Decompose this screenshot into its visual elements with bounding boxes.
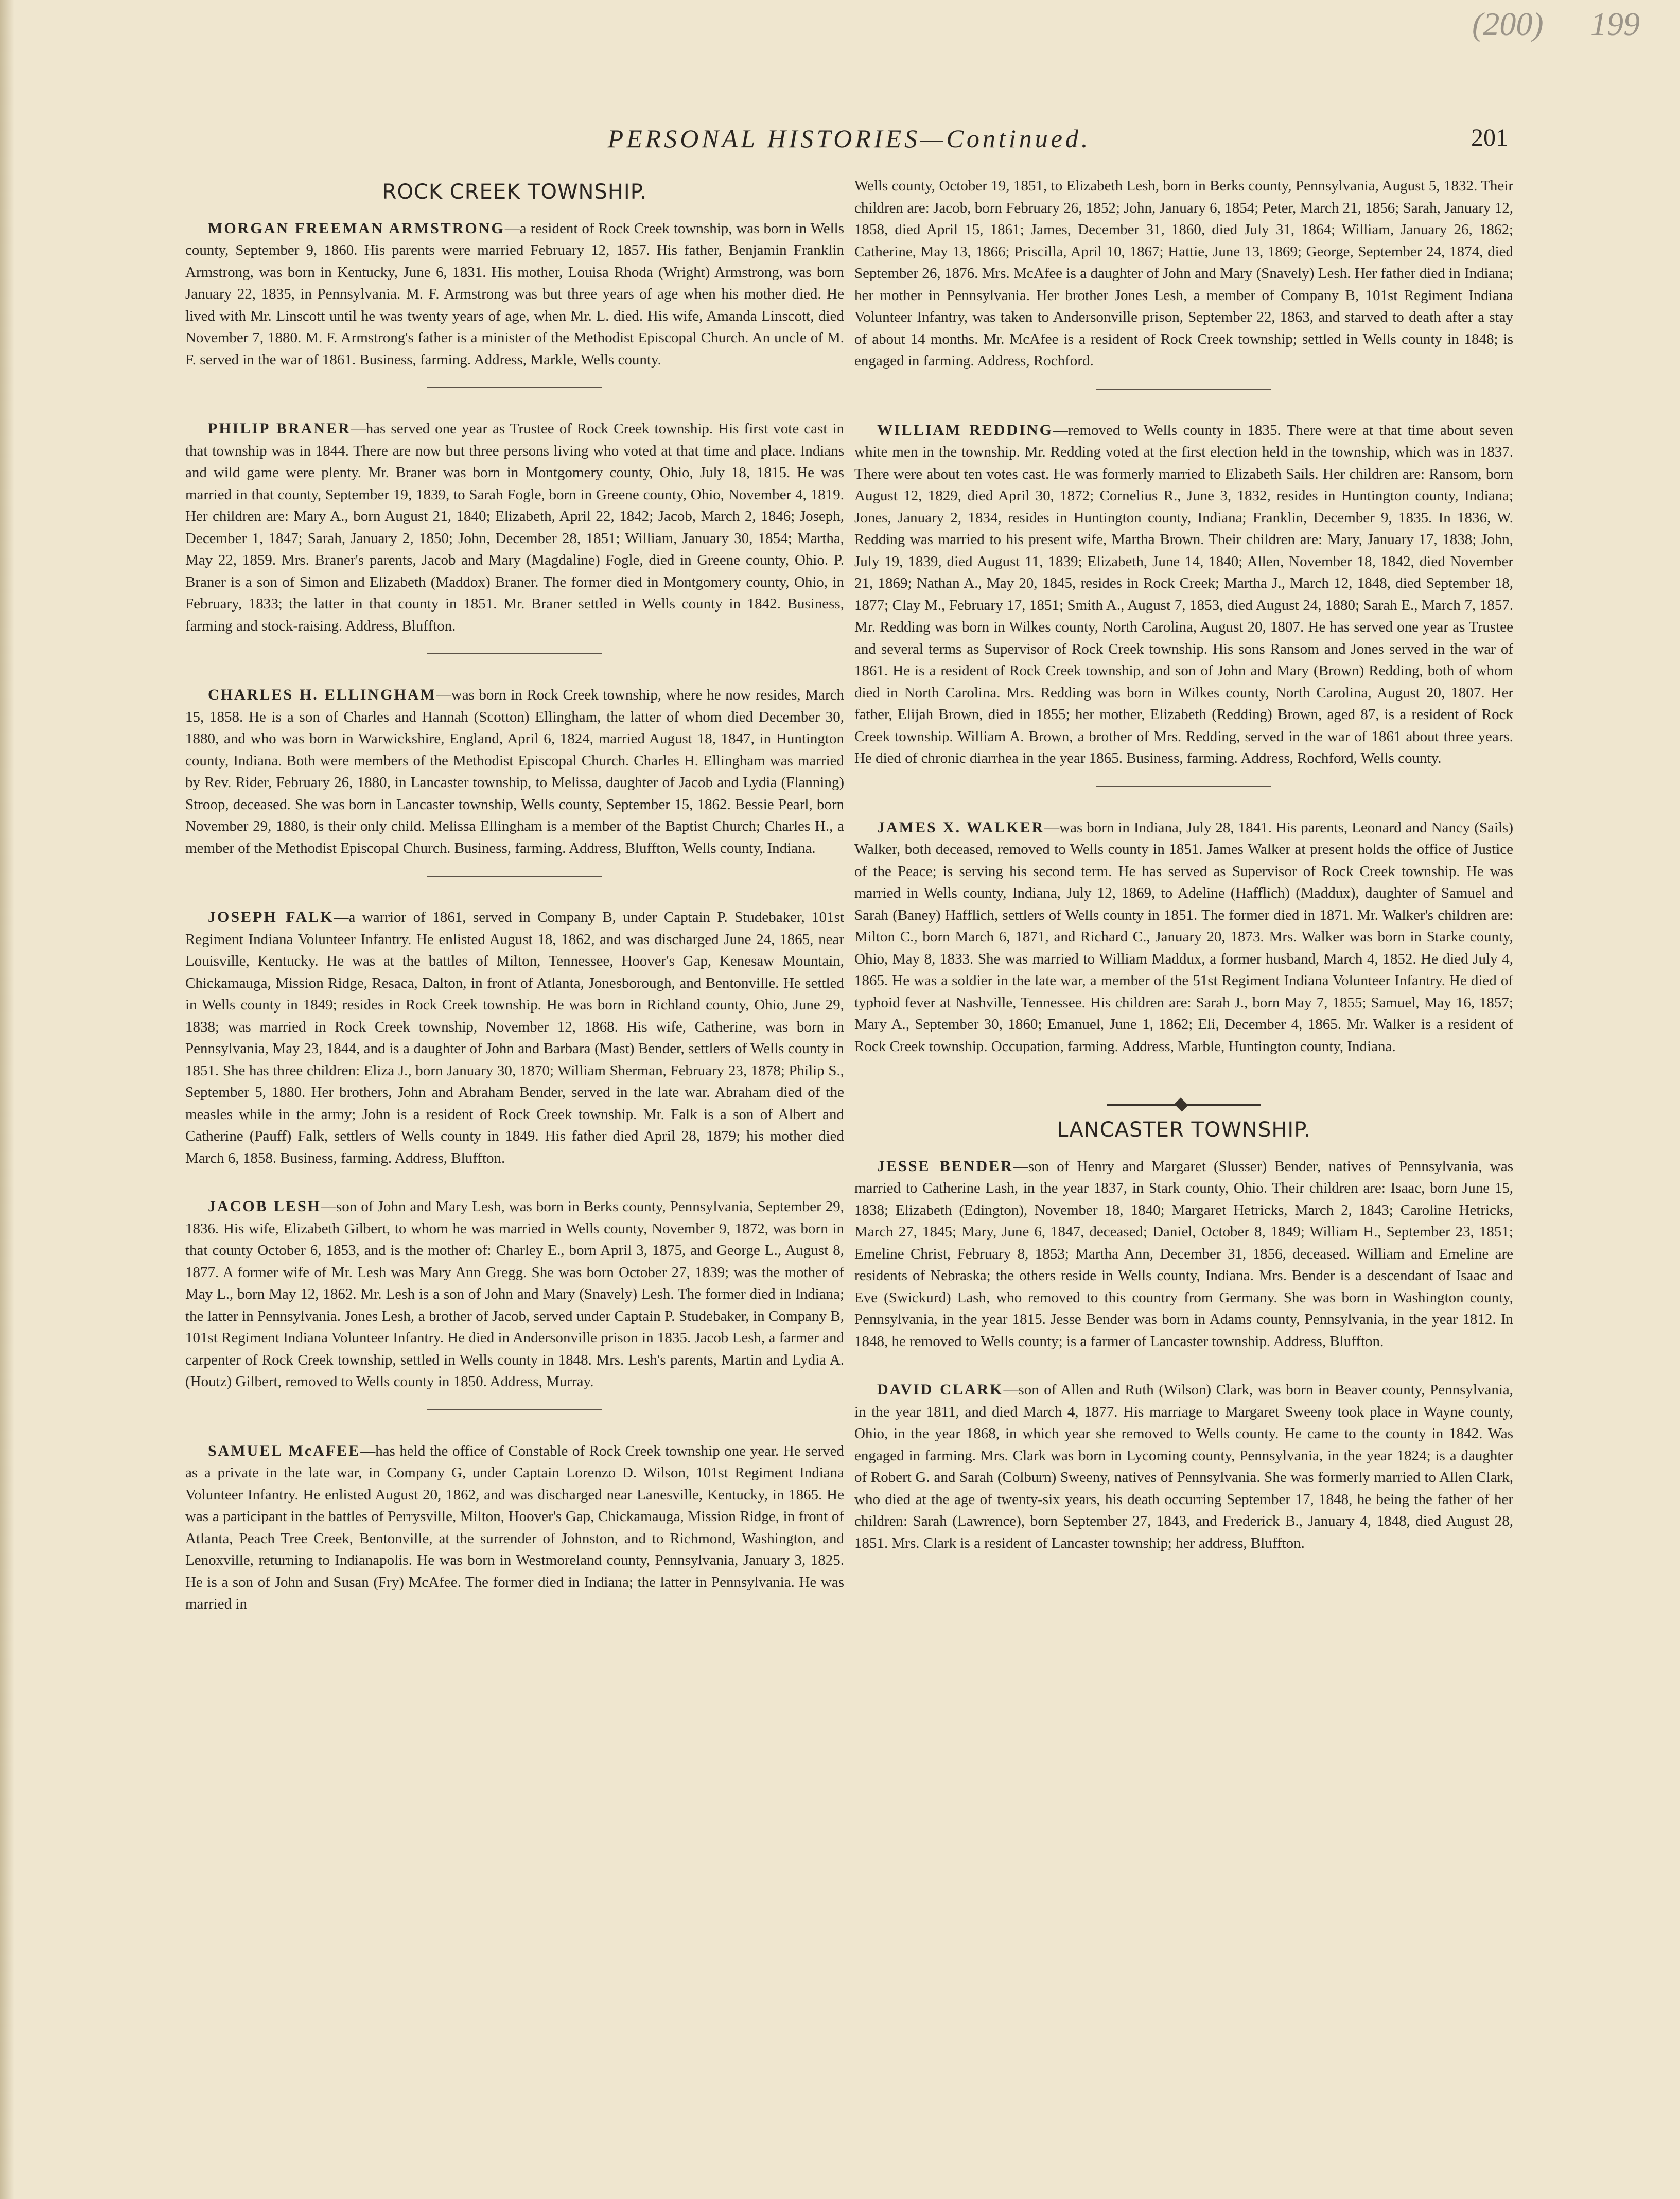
biography-name: JACOB LESH: [208, 1198, 322, 1215]
spacer: [185, 1169, 844, 1196]
biography-text: Wells county, October 19, 1851, to Elizabeth Lesh, born in Berks county, Pennsylvania, August 5, 1832. Their children are: Jacob, born February 26, 1852; John, January 6, 1854; Peter, March 21, 1856; Sarah, January 12, 1858, died April 15, 1861; James, December 31, 1860, died July 31, 1864; William, January 26, 1862; Catherine, May 13, 1866; Priscilla, April 10, 1867; Hattie, June 13, 1869; George, September 24, 1874, died September 26, 1876. Mrs. McAfee is a daughter of John and Mary (Snavely) Lesh. Her father died in Indiana; her mother in Pennsylvania. Her brother Jones Lesh, a member of Company B, 101st Regiment Indiana Volunteer Infantry, was taken to Andersonville prison, September 22, 1863, and starved to death after a stay of about 14 months. Mr. McAfee is a resident of Rock Creek township; settled in Wells county in 1848; is engaged in farming. Address, Rochford.: [854, 178, 1513, 369]
right-column: [854, 175, 1513, 1554]
section-heading-rock-creek: ROCK CREEK TOWNSHIP.: [382, 180, 647, 204]
section-heading-lancaster: LANCASTER TOWNSHIP.: [1057, 1118, 1311, 1142]
biography-entry: [185, 1196, 844, 1393]
biography-text: —son of Henry and Margaret (Slusser) Bender, natives of Pennsylvania, was married to Catherine Lash, in the year 1837, in Stark county, Ohio. Their children are: Isaac, born June 15, 1838; Elizabeth (Edington), November 18, 1840; Margaret Hetricks, March 2, 1843; Caroline Hetricks, March 27, 1845; Mary, June 6, 1847, deceased; Daniel, October 8, 1849; William H., September 23, 1851; Emeline Christ, February 8, 1853; Martha Ann, December 31, 1856, deceased. William and Emeline are residents of Nebraska; the others reside in Wells county, Indiana. Mrs. Bender is a descendant of Isaac and Eve (Swickurd) Lash, who removed to this country from Germany. She was born in Washington county, Pennsylvania, in the year 1815. Jesse Bender was born in Adams county, Pennsylvania, in the year 1812. In 1848, he removed to Wells county; is a farmer of Lancaster township. Address, Bluffton.: [854, 1158, 1513, 1350]
biography-name: DAVID CLARK: [877, 1381, 1004, 1398]
biography-entry: [185, 1440, 844, 1615]
biography-continuation: [854, 175, 1513, 372]
biography-name: PHILIP BRANER: [208, 420, 351, 437]
left-column: [185, 175, 844, 1615]
divider-rule: [427, 387, 602, 388]
biography-entry: [854, 420, 1513, 770]
page-number: 201: [1471, 124, 1508, 151]
biography-name: MORGAN FREEMAN ARMSTRONG: [208, 219, 505, 237]
handwritten-annotation: 199: [1590, 6, 1640, 42]
running-title: PERSONAL HISTORIES—Continued.: [607, 124, 1091, 153]
biography-entry: [854, 1156, 1513, 1353]
divider-rule: [1096, 786, 1271, 787]
divider-rule: [1096, 389, 1271, 390]
biography-text: —was born in Rock Creek township, where he now resides, March 15, 1858. He is a son of Charles and Hannah (Scotton) Ellingham, the latter of whom died December 30, 1880, and who was born in Warwickshire, England, April 6, 1824, married August 18, 1847, in Huntington county, Indiana. Both were members of the Methodist Episcopal Church. Charles H. Ellingham was married by Rev. Rider, February 26, 1880, in Lancaster township, to Melissa, daughter of Jacob and Lydia (Flanning) Stroop, deceased. She was born in Lancaster township, Wells county, September 15, 1862. Bessie Pearl, born November 29, 1880, is their only child. Melissa Ellingham is a member of the Baptist Church; Charles H., a member of the Methodist Episcopal Church. Business, farming. Address, Bluffton, Wells county, Indiana.: [185, 687, 844, 857]
biography-name: JOSEPH FALK: [208, 909, 334, 926]
biography-name: WILLIAM REDDING: [877, 421, 1053, 439]
biography-text: —has served one year as Trustee of Rock Creek township. His first vote cast in that township was in 1844. There are now but three persons living who voted at that time and place. Indians and wild game were plenty. Mr. Braner was born in Montgomery county, Ohio, July 18, 1815. He was married in that county, September 19, 1839, to Sarah Fogle, born in Greene county, Ohio, November 4, 1819. Her children are: Mary A., born August 21, 1840; Elizabeth, April 22, 1842; Jacob, March 2, 1846; Joseph, December 1, 1847; Sarah, January 2, 1850; John, December 28, 1851; William, January 30, 1854; Martha, May 22, 1859. Mrs. Braner's parents, Jacob and Mary (Magdaline) Fogle, died in Greene county, Ohio. P. Braner is a son of Simon and Elizabeth (Maddox) Braner. The former died in Montgomery county, Ohio, in February, 1833; the latter in that county in 1851. Mr. Braner settled in Wells county in 1842. Business, farming and stock-raising. Address, Bluffton.: [185, 421, 844, 634]
biography-text: —son of Allen and Ruth (Wilson) Clark, was born in Beaver county, Pennsylvania, in the year 1811, and died March 4, 1877. His marriage to Margaret Sweeny took place in Wayne county, Ohio, in the year 1868, in which year she removed to Wells county. He came to the county in 1842. Was engaged in farming. Mrs. Clark was born in Lycoming county, Pennsylvania, in the year 1824; is a daughter of Robert G. and Sarah (Colburn) Sweeny, natives of Pennsylvania. She was formerly married to Allen Clark, who died at the age of twenty-six years, his death occurring September 17, 1848, he being the father of her children: Sarah (Lawrence), born September 27, 1843, and Frederick B., January 4, 1848, died August 28, 1851. Mrs. Clark is a resident of Lancaster township; her address, Bluffton.: [854, 1382, 1513, 1551]
biography-name: JAMES X. WALKER: [877, 818, 1045, 836]
biography-entry: [185, 906, 844, 1169]
handwritten-annotation: (200): [1472, 6, 1544, 42]
biography-name: JESSE BENDER: [877, 1157, 1013, 1175]
biography-text: —son of John and Mary Lesh, was born in Berks county, Pennsylvania, September 29, 1836. His wife, Elizabeth Gilbert, to whom he was married in Wells county, November 9, 1872, was born in that county October 6, 1853, and is the mother of: Charley E., born April 3, 1875, and George L., August 8, 1877. A former wife of Mr. Lesh was Mary Ann Gregg. She was born October 27, 1839; was the mother of May L., born May 12, 1862. Mr. Lesh is a son of John and Mary (Snavely) Lesh. The former died in Indiana; the latter in Pennsylvania. Jones Lesh, a brother of Jacob, served under Captain P. Studebaker, in Company B, 101st Regiment Indiana Volunteer Infantry. He died in Andersonville prison in 1835. Jacob Lesh, a farmer and carpenter of Rock Creek township, settled in Wells county in 1848. Mrs. Lesh's parents, Martin and Lydia A. (Houtz) Gilbert, removed to Wells county in 1850. Address, Murray.: [185, 1198, 844, 1390]
biography-text: —a warrior of 1861, served in Company B, under Captain P. Studebaker, 101st Regiment Indiana Volunteer Infantry. He enlisted August 18, 1862, and was discharged June 24, 1865, near Louisville, Kentucky. He was at the battles of Milton, Tennessee, Hoover's Gap, Kenesaw Mountain, Chickamauga, Mission Ridge, Resaca, Dalton, in front of Atlanta, Jonesborough, and Bentonville. He settled in Wells county in 1849; resides in Rock Creek township. He was born in Richland county, Ohio, June 29, 1838; was married in Rock Creek township, November 12, 1868. His wife, Catherine, was born in Pennsylvania, May 23, 1844, and is a daughter of John and Barbara (Mast) Bender, settlers of Wells county in 1851. She has three children: Eliza J., born January 30, 1870; William Sherman, February 23, 1878; Philip S., September 5, 1880. Her brothers, John and Abraham Bender, served in the late war. Abraham died of the measles while in the army; John is a resident of Rock Creek township. Mr. Falk is a son of Albert and Catherine (Pauff) Falk, settlers of Wells county in 1849. His father died April 28, 1879; his mother died March 6, 1858. Business, farming. Address, Bluffton.: [185, 909, 844, 1166]
biography-entry: [185, 418, 844, 637]
divider-rule: [427, 1409, 602, 1410]
biography-entry: [185, 684, 844, 859]
biography-entry: [854, 817, 1513, 1058]
biography-text: —a resident of Rock Creek township, was born in Wells county, September 9, 1860. His parents were married February 12, 1857. His father, Benjamin Franklin Armstrong, was born in Kentucky, June 6, 1831. His mother, Louisa Rhoda (Wright) Armstrong, was born January 22, 1835, in Pennsylvania. M. F. Armstrong was but three years of age when his mother died. He lived with Mr. Linscott until he was twenty years of age, when Mr. L. died. His wife, Amanda Linscott, died November 7, 1880. M. F. Armstrong's father is a minister of the Methodist Episcopal Church. An uncle of M. F. served in the war of 1861. Business, farming. Address, Markle, Wells county.: [185, 220, 844, 368]
ornamental-divider: [854, 1090, 1513, 1101]
biography-text: —was born in Indiana, July 28, 1841. His parents, Leonard and Nancy (Sails) Walker, both deceased, removed to Wells county in 1851. James Walker at present holds the office of Justice of the Peace; is serving his second term. He has served as Supervisor of Rock Creek township. He was married in Wells county, Indiana, July 12, 1869, to Adeline (Hafflich) (Maddux), daughter of Samuel and Sarah (Baney) Hafflich, settlers of Wells county in 1851. The former died in 1871. Mr. Walker's children are: Milton C., born March 6, 1871, and Richard C., January 20, 1873. Mrs. Walker was born in Starke county, Ohio, May 8, 1833. She was married to William Maddux, a former husband, March 4, 1852. He died July 4, 1865. He was a soldier in the late war, a member of the 51st Regiment Indiana Volunteer Infantry. He died of typhoid fever at Nashville, Tennessee. His children are: Sarah J., born May 7, 1855; Samuel, May 16, 1857; Mary A., September 30, 1860; Emanuel, June 1, 1862; Eli, December 4, 1865. Mr. Walker is a resident of Rock Creek township. Occupation, farming. Address, Marble, Huntington county, Indiana.: [854, 819, 1513, 1055]
ornament-icon: [1107, 1104, 1261, 1106]
divider-rule: [427, 876, 602, 877]
page-header: [185, 124, 1513, 175]
spacer: [854, 1352, 1513, 1379]
biography-name: SAMUEL McAFEE: [208, 1442, 361, 1459]
biography-entry: [854, 1379, 1513, 1554]
biography-entry: [185, 218, 844, 371]
biography-name: CHARLES H. ELLINGHAM: [208, 686, 436, 703]
divider-rule: [427, 653, 602, 654]
page-binding-edge: [0, 0, 14, 2199]
biography-text: —has held the office of Constable of Rock Creek township one year. He served as a private in the late war, in Company G, under Captain Lorenzo D. Wilson, 101st Regiment Indiana Volunteer Infantry. He enlisted August 20, 1862, and was discharged near Lanesville, Kentucky, in 1865. He was a participant in the battles of Perrysville, Milton, Hoover's Gap, Chickamauga, Mission Ridge, in front of Atlanta, Peach Tree Creek, Bentonville, at the surrender of Johnston, and to Richmond, Washington, and Lenoxville, returning to Indianapolis. He was born in Westmoreland county, Pennsylvania, January 3, 1825. He is a son of John and Susan (Fry) McAfee. The former died in Indiana; the latter in Pennsylvania. He was married in: [185, 1442, 844, 1612]
biography-text: —removed to Wells county in 1835. There were at that time about seven white men in the township. Mr. Redding voted at the first election held in the township, which was in 1837. There were about ten votes cast. He was formerly married to Elizabeth Sails. Her children are: Ransom, born August 12, 1829, died April 30, 1872; Cornelius R., June 3, 1832, resides in Huntington county, Indiana; Jones, January 2, 1834, resides in Huntington county, Indiana; Franklin, December 9, 1835. In 1836, W. Redding was married to his present wife, Martha Brown. Their children are: Mary, January 17, 1838; John, July 19, 1839, died August 11, 1839; Elizabeth, June 14, 1840; Allen, November 18, 1842, died November 21, 1869; Nathan A., May 20, 1845, resides in Rock Creek; Martha J., March 12, 1848, died September 18, 1877; Clay M., February 17, 1851; Smith A., August 7, 1853, died August 24, 1880; Sarah E., March 7, 1857. Mr. Redding was born in Wilkes county, North Carolina, August 20, 1807. He has served one year as Trustee and several terms as Supervisor of Rock Creek township. His sons Ransom and Jones served in the war of 1861. He is a resident of Rock Creek township, and son of John and Mary (Brown) Redding, both of whom died in North Carolina. Mrs. Redding was born in Wilkes county, North Carolina, August 20, 1807. Her father, Elijah Brown, died in 1855; her mother, Elizabeth (Redding) Brown, aged 87, is a resident of Rock Creek township. William A. Brown, a brother of Mrs. Redding, served in the war of 1861 about three years. He died of chronic diarrhea in the year 1865. Business, farming. Address, Rochford, Wells county.: [854, 422, 1513, 766]
